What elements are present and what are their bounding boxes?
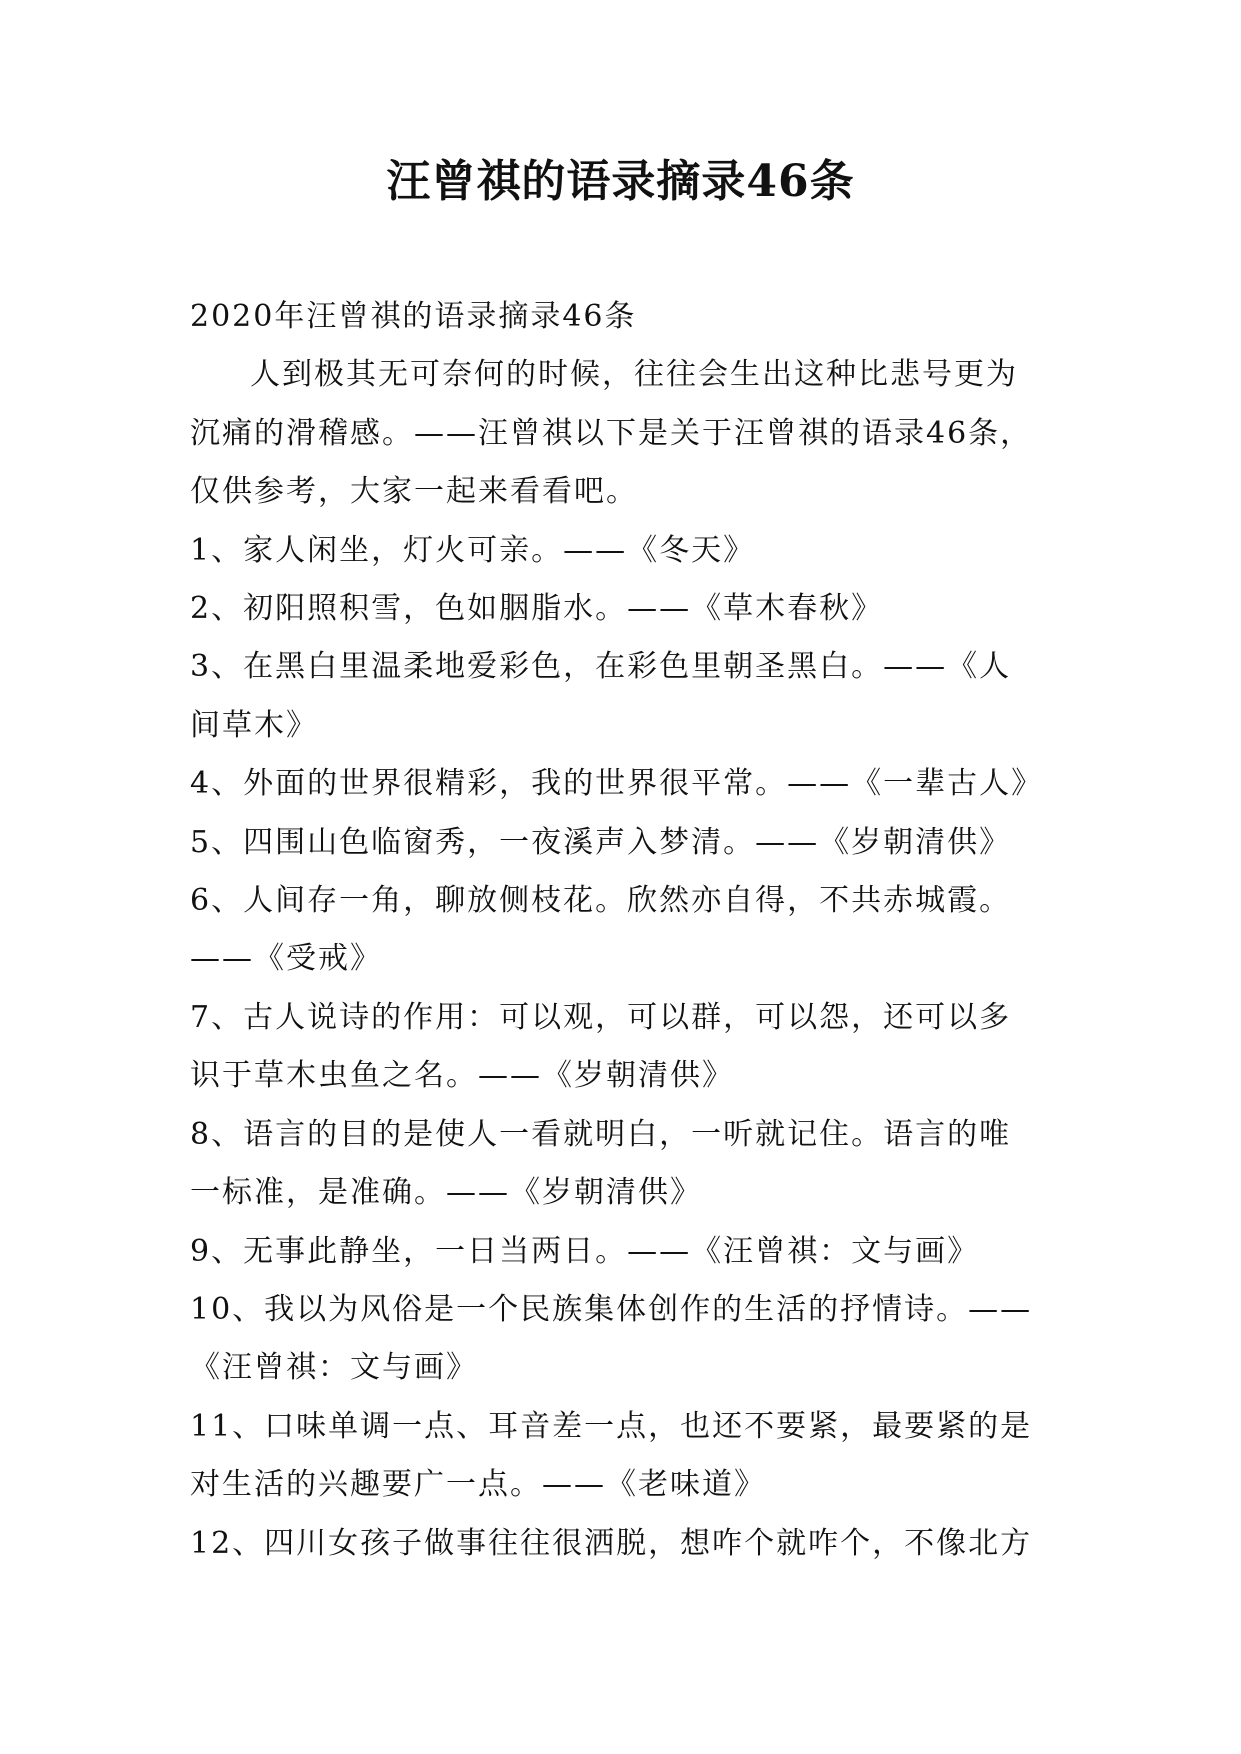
- quote-line: 1、家人闲坐，灯火可亲。——《冬天》: [190, 532, 756, 568]
- quote-line: 7、古人说诗的作用：可以观，可以群，可以怨，还可以多: [190, 999, 1012, 1035]
- intro-line: 仅供参考，大家一起来看看吧。: [190, 474, 638, 510]
- quote-line: 识于草木虫鱼之名。——《岁朝清供》: [190, 1058, 734, 1094]
- quote-line: 6、人间存一角，聊放侧枝花。欣然亦自得，不共赤城霞。: [190, 883, 1012, 919]
- quote-line: 一标准，是准确。——《岁朝清供》: [190, 1175, 702, 1211]
- quote-line: 9、无事此静坐，一日当两日。——《汪曾祺：文与画》: [190, 1233, 980, 1269]
- subtitle-line: 2020年汪曾祺的语录摘录46条: [190, 299, 637, 334]
- quote-line: 5、四围山色临窗秀，一夜溪声入梦清。——《岁朝清供》: [190, 824, 1012, 860]
- quote-line: 12、四川女孩子做事往往很洒脱，想咋个就咋个，不像北方: [190, 1525, 1033, 1561]
- quote-line: 10、我以为风俗是一个民族集体创作的生活的抒情诗。——: [190, 1291, 1033, 1327]
- document-body: [190, 288, 1070, 1573]
- quote-line: ——《受戒》: [190, 941, 382, 977]
- document-title: 汪曾祺的语录摘录46条: [386, 156, 855, 207]
- intro-line: 人到极其无可奈何的时候，往往会生出这种比悲号更为: [250, 357, 1018, 393]
- quote-line: 2、初阳照积雪，色如胭脂水。——《草木春秋》: [190, 591, 884, 627]
- quote-line: 《汪曾祺：文与画》: [190, 1350, 478, 1386]
- quote-line: 4、外面的世界很精彩，我的世界很平常。——《一辈古人》: [190, 766, 1044, 802]
- quote-line: 间草木》: [190, 707, 318, 743]
- quote-line: 3、在黑白里温柔地爱彩色，在彩色里朝圣黑白。——《人: [190, 649, 1012, 685]
- intro-line: 沉痛的滑稽感。——汪曾祺以下是关于汪曾祺的语录46条，: [190, 415, 1033, 451]
- quote-line: 对生活的兴趣要广一点。——《老味道》: [190, 1467, 766, 1503]
- quote-line: 11、口味单调一点、耳音差一点，也还不要紧，最要紧的是: [190, 1408, 1033, 1444]
- quote-line: 8、语言的目的是使人一看就明白，一听就记住。语言的唯: [190, 1116, 1012, 1152]
